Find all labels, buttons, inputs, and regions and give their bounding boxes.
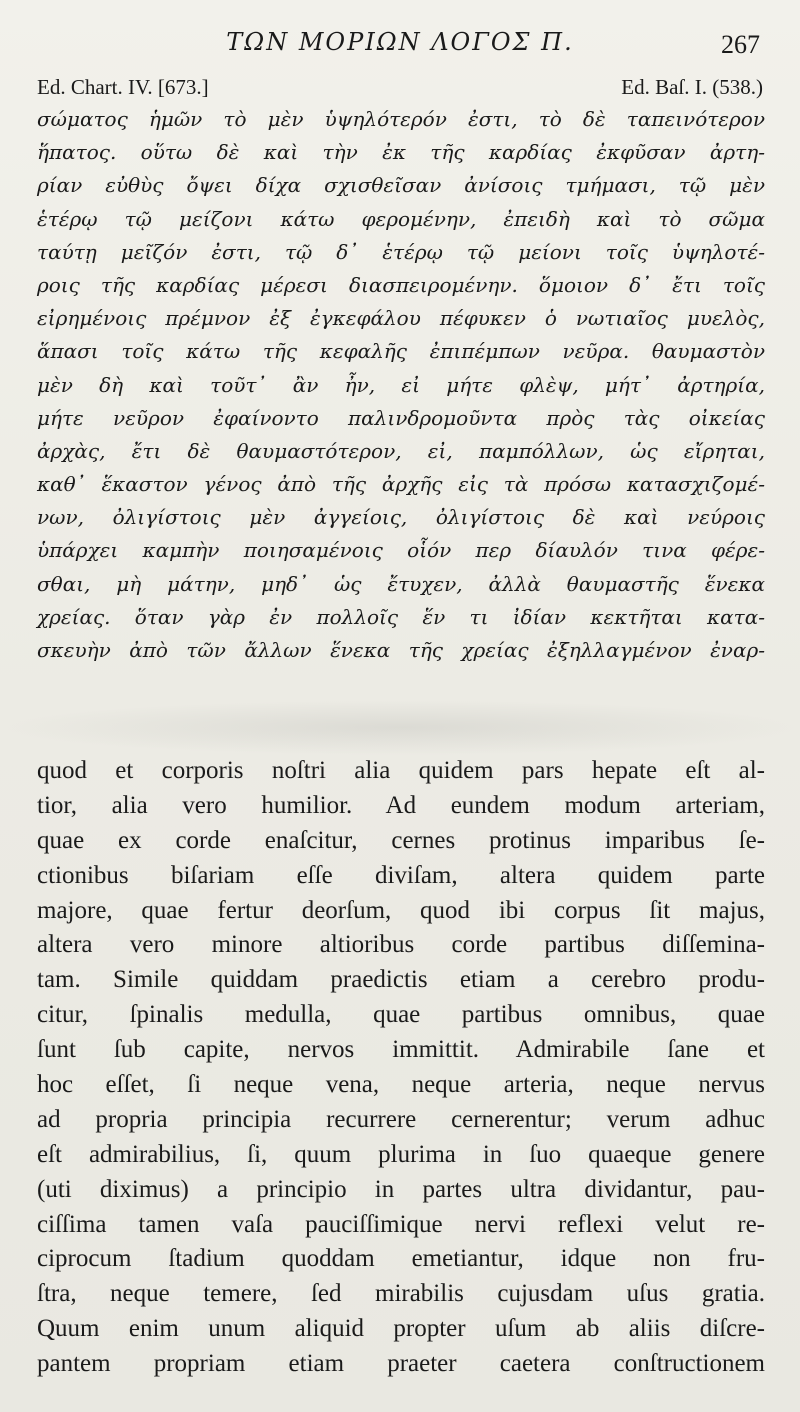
greek-line: σθαι, μὴ μάτην, μηδ᾽ ὡς ἔτυχεν, ἀλλὰ θαυμαστῆς ἕνεκα (37, 571, 765, 596)
latin-line: altera vero minore altioribus corde partibus diſſemina- (37, 931, 765, 959)
greek-line: εἰρημένοις πρέμνον ἐξ ἐγκεφάλου πέφυκεν ὁ νωτιαῖος μυελὸς, (37, 306, 765, 331)
latin-line: ſtra, neque temere, ſed mirabilis cujusdam uſus gratia. (37, 1280, 765, 1308)
latin-line: quae ex corde enaſcitur, cernes protinus imparibus ſe- (37, 826, 765, 854)
latin-line: quod et corporis noſtri alia quidem pars hepate eſt al- (37, 757, 765, 784)
latin-line: eſt admirabilius, ſi, quum plurima in ſuo quaeque genere (37, 1140, 765, 1168)
edition-reference-line (37, 75, 763, 101)
greek-line: μὲν δὴ καὶ τοῦτ᾽ ἂν ἦν, εἰ μήτε φλὲψ, μήτ᾽ ἀρτηρία, (37, 372, 765, 397)
greek-line: σκευὴν ἀπὸ τῶν ἄλλων ἕνεκα τῆς χρείας ἐξηλλαγμένον ἐναρ- (37, 638, 765, 662)
edition-basel-ref: Ed. Baſ. I. (538.) (621, 75, 763, 99)
latin-line: (uti diximus) a principio in partes ultra dividantur, pau- (37, 1175, 765, 1203)
greek-line: μήτε νεῦρον ἐφαίνοντο παλινδρομοῦντα πρὸς τὰς οἰκείας (37, 405, 765, 430)
greek-line: ἥπατος. οὕτω δὲ καὶ τὴν ἐκ τῆς καρδίας ἐκφῦσαν ἀρτη- (37, 140, 765, 165)
greek-line: ὑπάρχει καμπὴν ποιησαμένοις οἷόν περ δίαυλόν τινα φέρε- (37, 538, 765, 563)
latin-line: ciprocum ſtadium quoddam emetiantur, idque non fru- (37, 1245, 765, 1273)
latin-line: ad propria principia recurrere cernerentur; verum adhuc (37, 1105, 765, 1133)
greek-line: νων, ὀλιγίστοις μὲν ἀγγείοις, ὀλιγίστοις δὲ καὶ νεύροις (37, 505, 765, 530)
latin-line: citur, ſpinalis medulla, quae partibus omnibus, quae (37, 1001, 765, 1029)
greek-line: καθ᾽ ἕκαστον γένος ἀπὸ τῆς ἀρχῆς εἰς τὰ πρόσω κατασχιζομέ- (37, 472, 765, 497)
bleed-through-shadow (0, 700, 800, 755)
latin-text-block (37, 754, 765, 1382)
greek-line: χρείας. ὅταν γὰρ ἐν πολλοῖς ἕν τι ἰδίαν κεκτῆται κατα- (37, 604, 765, 629)
latin-line: pantem propriam etiam praeter caetera conſtructionem (37, 1350, 765, 1378)
running-head (30, 28, 770, 68)
page-number: 267 (721, 30, 760, 59)
greek-line: ἅπασι τοῖς κάτω τῆς κεφαλῆς ἐπιπέμπων νεῦρα. θαυμαστὸν (37, 339, 765, 364)
greek-line: σώματος ἡμῶν τὸ μὲν ὑψηλότερόν ἐστι, τὸ δὲ ταπεινότερον (37, 107, 765, 131)
latin-line: ctionibus biſariam eſſe diviſam, altera quidem parte (37, 861, 765, 889)
edition-chartier-ref: Ed. Chart. IV. [673.] (37, 75, 209, 99)
latin-line: ſunt ſub capite, nervos immittit. Admirabile ſane et (37, 1036, 765, 1064)
latin-line: tam. Simile quiddam praedictis etiam a cerebro produ- (37, 966, 765, 994)
greek-text-block (37, 103, 765, 667)
greek-line: ταύτῃ μεῖζόν ἐστι, τῷ δ᾽ ἑτέρῳ τῷ μείονι τοῖς ὑψηλοτέ- (37, 239, 765, 264)
latin-line: tior, alia vero humilior. Ad eundem modum arteriam, (37, 791, 765, 819)
latin-line: Quum enim unum aliquid propter uſum ab aliis diſcre- (37, 1315, 765, 1343)
greek-line: ροις τῆς καρδίας μέρεσι διασπειρομένην. ὅμοιον δ᾽ ἔτι τοῖς (37, 272, 765, 297)
latin-line: ciſſima tamen vaſa pauciſſimique nervi reflexi velut re- (37, 1210, 765, 1238)
greek-line: ἑτέρῳ τῷ μείζονι κάτω φερομένην, ἐπειδὴ καὶ τὸ σῶμα (37, 206, 765, 231)
latin-line: majore, quae fertur deorſum, quod ibi corpus ſit majus, (37, 896, 765, 924)
greek-line: ρίαν εὐθὺς ὄψει δίχα σχισθεῖσαν ἀνίσοις τμήμασι, τῷ μὲν (37, 173, 765, 198)
latin-line: hoc eſſet, ſi neque vena, neque arteria, neque nervus (37, 1071, 765, 1099)
greek-line: ἀρχὰς, ἔτι δὲ θαυμαστότερον, εἰ, παμπόλλων, ὡς εἴρηται, (37, 438, 765, 463)
running-title: ΤΩΝ ΜΟΡΙΩΝ ΛΟΓΟΣ Π. (226, 28, 574, 56)
